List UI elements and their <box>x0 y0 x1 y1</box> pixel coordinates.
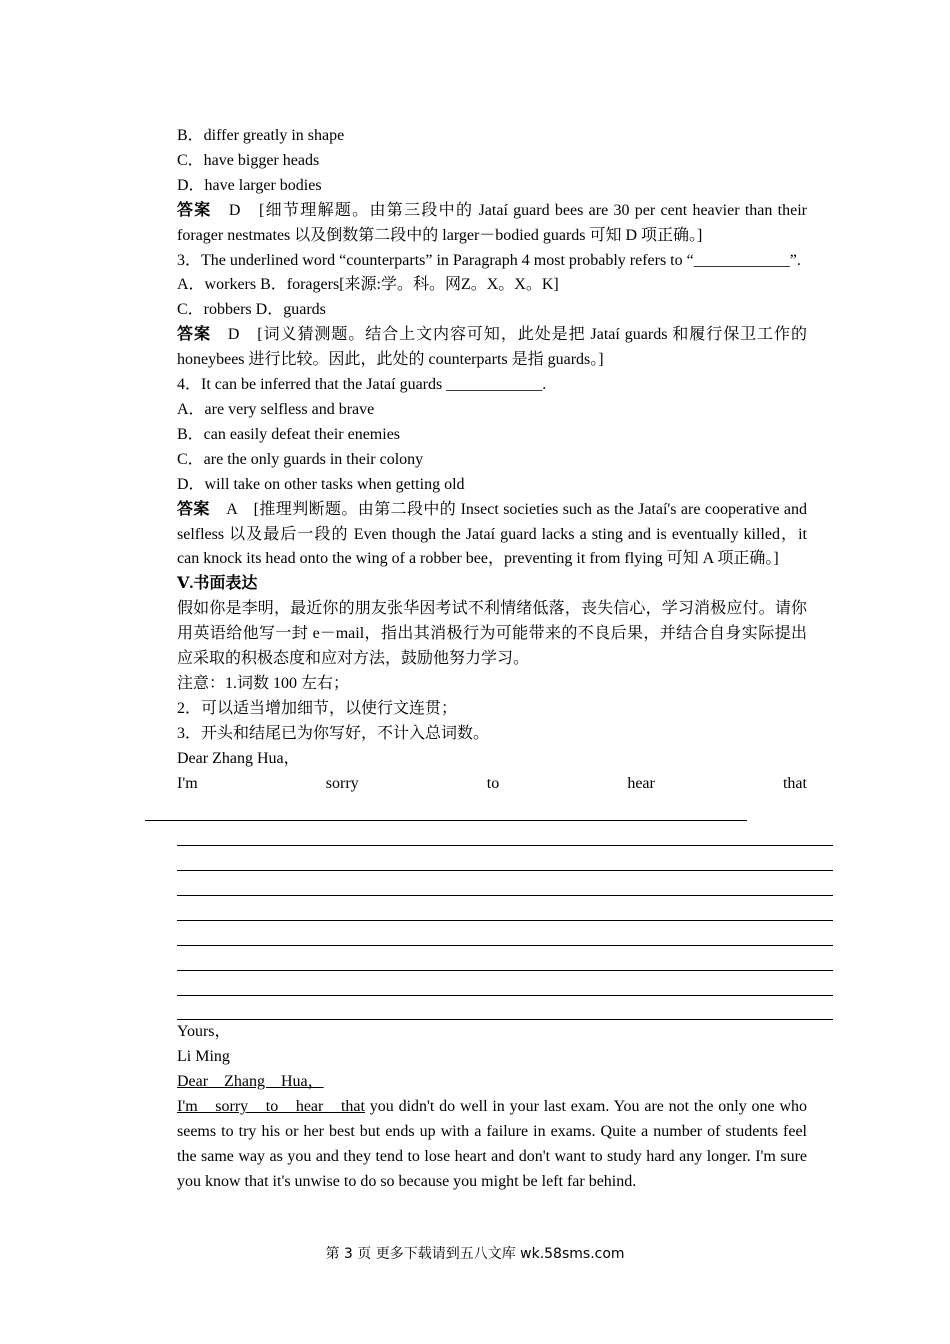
answer-text: A [推理判断题。由第二段中的 Insect societies such as the Jataí's are cooperative and selfless 以及最后一段的 Even though the Jataí guard lacks a sting and is eventually killed，it can knock its head onto the wing of a robber bee，preventing it from flying 可知 A 项正确。] <box>177 500 807 568</box>
answer-q2 <box>145 199 807 249</box>
option-q2-c: C．have bigger heads <box>177 151 320 169</box>
model-greeting-text: Dear Zhang Hua， <box>177 1073 324 1091</box>
writing-prompt: 假如你是李明，最近你的朋友张华因考试不利情绪低落，丧失信心，学习消极应付。请你用英语给他写一封 e－mail，指出其消极行为可能带来的不良后果，并结合自身实际提出应采取的积极态度和应对方法，鼓励他努力学习。 <box>177 600 807 668</box>
writing-note-2: 2．可以适当增加细节，以使行文连贯； <box>177 699 458 717</box>
option-q3-ab: A．workers B．foragers[来源:学。科。网Z。X。X。K] <box>177 276 559 294</box>
answer-blank-line[interactable] <box>177 971 833 996</box>
answer-label: 答案 <box>177 326 211 344</box>
option-q2-d: D．have larger bodies <box>177 176 322 194</box>
letter-signature: Li Ming <box>177 1048 230 1066</box>
answer-blank-line[interactable] <box>177 871 833 896</box>
answer-blank-line[interactable] <box>145 796 747 821</box>
answer-q3 <box>145 323 807 373</box>
answer-blank-line[interactable] <box>177 921 833 946</box>
option-q4-d: D．will take on other tasks when getting old <box>177 475 465 493</box>
answer-text: D [细节理解题。由第三段中的 Jataí guard bees are 30 per cent heavier than their forager nestmates 以及倒数第二段中的 larger－bodied guards 可知 D 项正确。] <box>177 201 807 244</box>
opening-word: hear <box>627 774 655 792</box>
answer-label: 答案 <box>177 201 212 219</box>
answer-blank-line[interactable] <box>177 896 833 921</box>
question-3-stem: 3．The underlined word “counterparts” in Paragraph 4 most probably refers to “____________”. <box>177 251 801 269</box>
option-q4-b: B．can easily defeat their enemies <box>177 425 401 443</box>
answer-blank-line[interactable] <box>177 846 833 871</box>
answer-label: 答案 <box>177 500 210 518</box>
option-q4-c: C．are the only guards in their colony <box>177 450 424 468</box>
model-body-text: you didn't do well in your last exam. You are not the only one who seems to try his or her best but ends up with a failure in exams. Quite a number of students feel the same way as you and they tend to lose heart and don't want to study hard any longer. I'm sure you know that it's unwise to do so because you might be left far behind. <box>177 1098 807 1190</box>
writing-note-1: 注意：1.词数 100 左右； <box>177 674 350 692</box>
opening-word: sorry <box>325 774 359 792</box>
model-opening-text: I'm sorry to hear that <box>177 1098 365 1116</box>
answer-blank-line[interactable] <box>177 946 833 971</box>
answer-q4 <box>145 498 807 573</box>
section-heading: Ⅴ.书面表达 <box>177 575 258 593</box>
answer-text: D [词义猜测题。结合上文内容可知，此处是把 Jataí guards 和履行保卫工作的 honeybees 进行比较。因此，此处的 counterparts 是指 guards。] <box>177 326 807 369</box>
opening-word: I'm <box>177 774 198 792</box>
model-greeting <box>145 1070 807 1095</box>
option-q2-b: B．differ greatly in shape <box>177 127 345 144</box>
option-q4-a: A．are very selfless and brave <box>177 400 375 418</box>
opening-word: that <box>782 774 807 792</box>
letter-greeting: Dear Zhang Hua， <box>177 749 300 767</box>
opening-word: to <box>486 774 500 792</box>
page-content <box>145 124 807 1195</box>
letter-closing: Yours， <box>177 1023 231 1041</box>
answer-blank-line[interactable] <box>177 821 833 846</box>
letter-opening <box>145 772 807 797</box>
model-answer-body <box>145 1095 807 1195</box>
answer-blank-line[interactable] <box>177 996 833 1021</box>
writing-note-3: 3．开头和结尾已为你写好，不计入总词数。 <box>177 724 490 742</box>
page-footer: 第 3 页 更多下载请到五八文库 wk.58sms.com <box>325 1246 625 1262</box>
option-q3-cd: C．robbers D．guards <box>177 301 326 319</box>
question-4-stem: 4．It can be inferred that the Jataí guards ____________. <box>177 376 547 394</box>
